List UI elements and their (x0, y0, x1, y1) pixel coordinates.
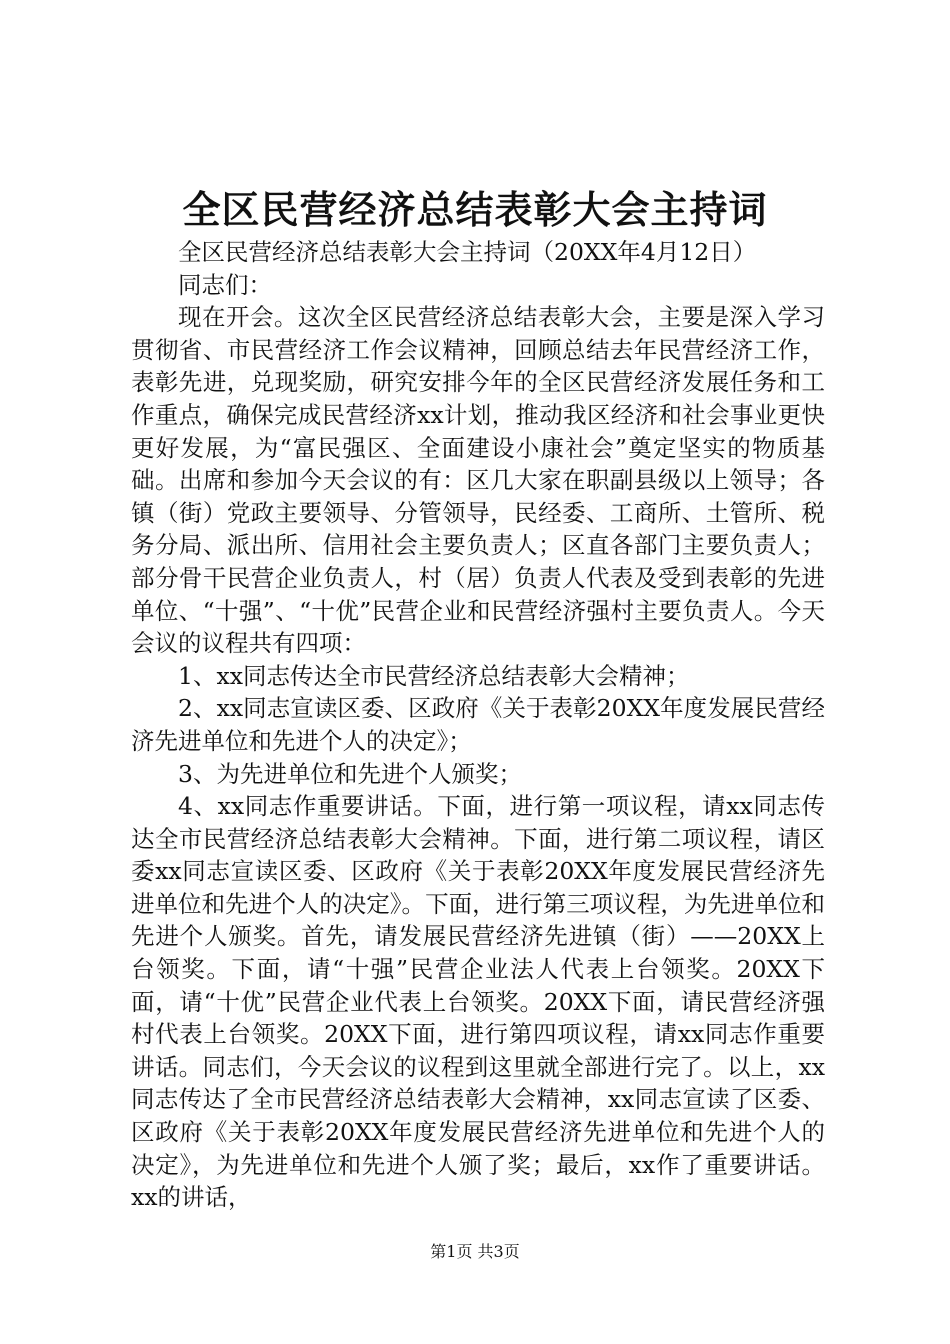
agenda-item-1: 1、xx同志传达全市民营经济总结表彰大会精神； (178, 661, 690, 690)
document-subtitle: 全区民营经济总结表彰大会主持词（20XX年4月12日） (178, 238, 757, 266)
paragraph-opening: 现在开会。这次全区民营经济总结表彰大会，主要是深入学习贯彻省、市民营经济工作会议精神，回顾总结去年民营经济工作，表彰先进，兑现奖励，研究安排今年的全区民营经济发展任务和工作重点，确保完成民营经济xx计划，推动我区经济和社会事业更快更好发展，为“富民强区、全面建设小康社会”奠定坚实的物质基础。出席和参加今天会议的有：区几大家在职副县级以上领导；各镇（街）党政主要领导、分管领导，民经委、工商所、土管所、税务分局、派出所、信用社会主要负责人；区直各部门主要负责人；部分骨干民营企业负责人，村（居）负责人代表及受到表彰的先进单位、“十强”、“十优”民营企业和民营经济强村主要负责人。今天会议的议程共有四项： (131, 303, 825, 658)
salutation: 同志们： (178, 270, 272, 299)
page-number-footer: 第1页 共3页 (430, 1242, 520, 1261)
agenda-item-4: 4、xx同志作重要讲话。下面，进行第一项议程，请xx同志传达全市民营经济总结表彰大会精神。下面，进行第二项议程，请区委xx同志宣读区委、区政府《关于表彰20XX年度发展民营经济先进单位和先进个人的决定》。下面，进行第三项议程，为先进单位和先进个人颁奖。首先，请发展民营经济先进镇（街）——20XX上台领奖。下面，请“十强”民营企业法人代表上台领奖。20XX下面，请“十优”民营企业代表上台领奖。20XX下面，请民营经济强村代表上台领奖。20XX下面，进行第四项议程，请xx同志作重要讲话。同志们，今天会议的议程到这里就全部进行完了。以上，xx同志传达了全市民营经济总结表彰大会精神，xx同志宣读了区委、区政府《关于表彰20XX年度发展民营经济先进单位和先进个人的决定》，为先进单位和先进个人颁了奖；最后，xx作了重要讲话。xx的讲话， (131, 792, 825, 1212)
document-title: 全区民营经济总结表彰大会主持词 (182, 187, 768, 232)
agenda-item-3: 3、为先进单位和先进个人颁奖； (178, 759, 522, 788)
agenda-item-2: 2、xx同志宣读区委、区政府《关于表彰20XX年度发展民营经济先进单位和先进个人的决定》； (131, 694, 825, 755)
document-body (131, 236, 825, 1214)
